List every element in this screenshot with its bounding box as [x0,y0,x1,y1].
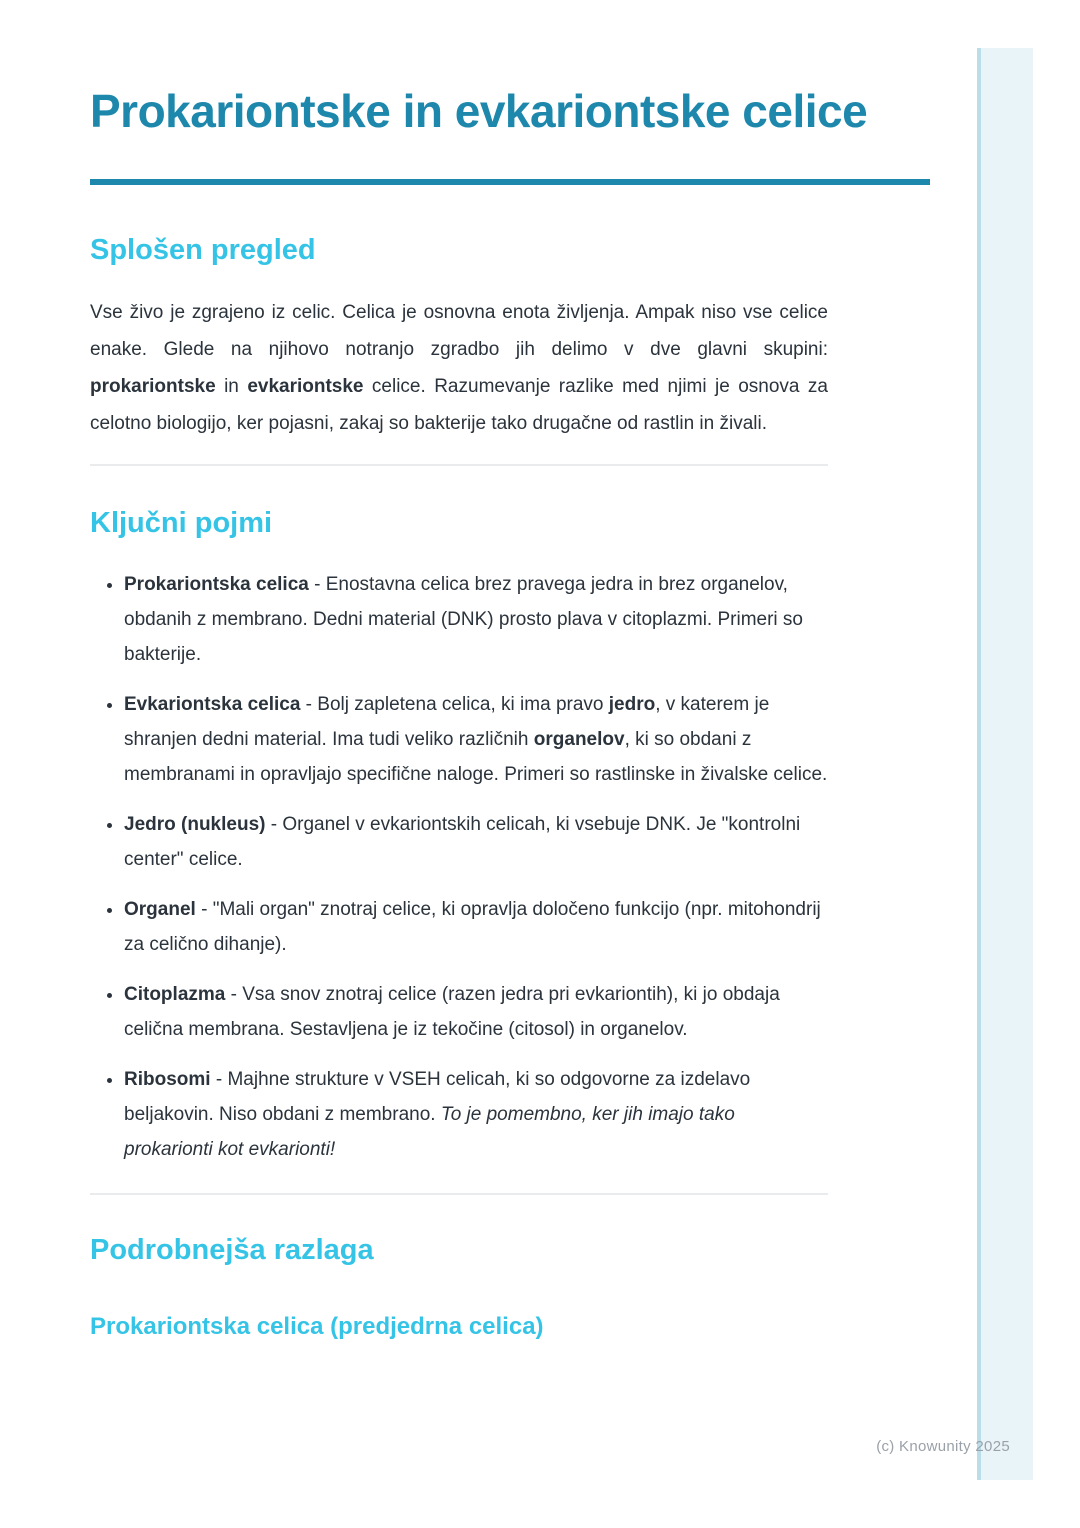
text-run: - Bolj zapletena celica, ki ima pravo [300,694,609,715]
text-run: - Organel v evkariontskih celicah, ki vsebuje DNK. Je "kontrolni center" celice. [124,814,801,870]
text-run: Vse živo je zgrajeno iz celic. Celica je osnovna enota življenja. Ampak niso vse celice enake. Glede na njihovo notranjo zgradbo jih delimo v dve glavni skupini: [90,302,828,360]
list-item [124,567,828,672]
section-divider [90,464,828,466]
key-concepts-list [90,567,828,1167]
section-divider [90,1193,828,1195]
text-run: evkariontske [247,376,364,397]
text-run: - Vsa snov znotraj celice (razen jedra pri evkariontih), ki jo obdaja celična membrana. Sestavljena je iz tekočine (citosol) in organelov. [124,984,780,1040]
section-heading-overview: Splošen pregled [90,234,316,266]
text-run: jedro [608,694,656,715]
document-content [90,0,930,1342]
text-run: Jedro (nukleus) [124,814,266,835]
overview-paragraph [90,294,828,442]
subsection-heading-prokaryotic-cell: Prokariontska celica (predjedrna celica) [90,1313,544,1340]
text-run: prokariontske [90,376,216,397]
text-run: Evkariontska celica [124,694,301,715]
list-item [124,977,828,1047]
text-run: , v katerem je shranjen dedni material. Ima tudi veliko različnih [124,694,770,750]
section-heading-key-concepts: Ključni pojmi [90,507,273,539]
list-item [124,892,828,962]
text-run: To je pomembno, ker jih imajo tako prokarionti kot evkarionti! [124,1104,735,1160]
text-run: Prokariontska celica [124,574,309,595]
text-run: organelov [533,729,625,750]
list-item [124,807,828,877]
text-run: - Enostavna celica brez pravega jedra in brez organelov, obdanih z membrano. Dedni material (DNK) prosto plava v citoplazmi. Primeri so bakterije. [124,574,803,665]
side-highlight-strip [977,48,1033,1480]
text-run: Citoplazma [124,984,226,1005]
text-run: - "Mali organ" znotraj celice, ki opravlja določeno funkcijo (npr. mitohondrij za celično dihanje). [124,899,821,955]
text-run: celice. Razumevanje razlike med njimi je osnova za celotno biologijo, ker pojasni, zakaj so bakterije tako drugačne od rastlin in živali. [90,376,828,434]
text-run: , ki so obdani z membranami in opravljajo specifične naloge. Primeri so rastlinske in živalske celice. [124,729,828,785]
page-title: Prokariontske in evkariontske celice [90,85,868,137]
text-run: Ribosomi [124,1069,211,1090]
list-item [124,687,828,792]
watermark: (c) Knowunity 2025 [876,1438,1010,1455]
text-run: in [215,376,248,397]
text-run: - Majhne strukture v VSEH celicah, ki so odgovorne za izdelavo beljakovin. Niso obdani z membrano. [124,1069,751,1125]
list-item [124,1062,828,1167]
text-run: Organel [124,899,196,920]
section-heading-details: Podrobnejša razlaga [90,1234,374,1266]
title-rule [90,179,930,185]
